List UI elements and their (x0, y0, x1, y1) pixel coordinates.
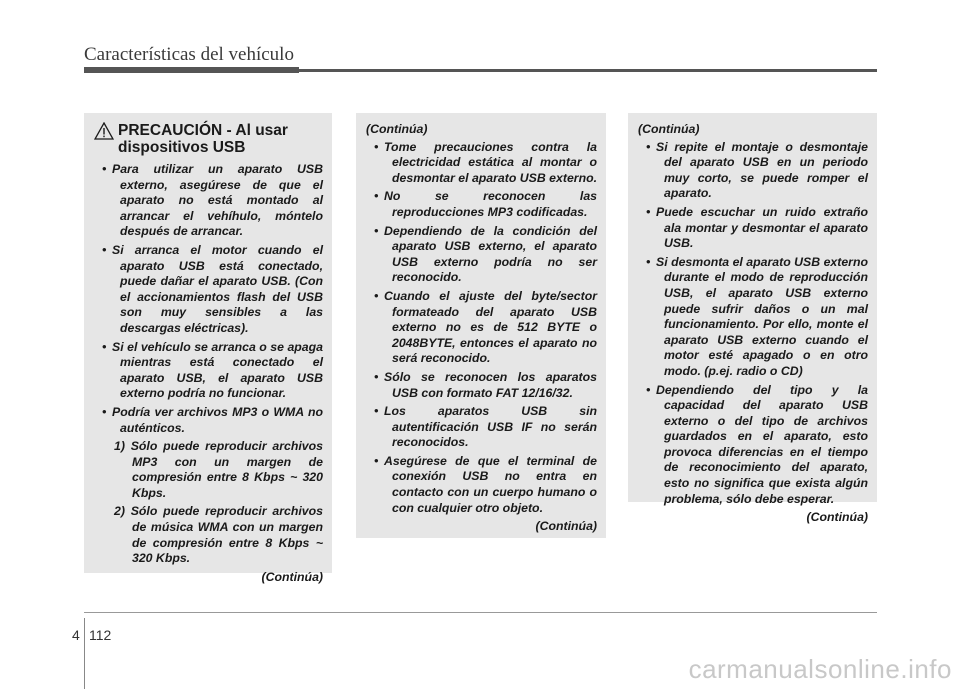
list-item: • Si arranca el motor cuando el aparato USB está conectado, puede dañar el aparato USB. (Con el accionamientos flash del USB son muy sensibles a las descargas eléctricas). (94, 243, 323, 337)
list-item: • No se reconocen las reproducciones MP3 codificadas. (366, 189, 597, 220)
list-item: • Puede escuchar un ruido extraño ala montar y desmontar el aparato USB. (638, 205, 868, 252)
sub-item: 1) Sólo puede reproducir archivos MP3 con un margen de compresión entre 8 Kbps ~ 320 Kbps. (114, 439, 323, 500)
page-header-title: Características del vehículo (84, 44, 294, 65)
list-item: • Podría ver archivos MP3 o WMA no auténticos. (94, 405, 323, 436)
caution-box (84, 113, 332, 584)
continues-label: (Continúa) (261, 569, 323, 584)
header-rule-accent (84, 67, 299, 73)
list-item: • Asegúrese de que el terminal de conexión USB no entra en contacto con un cuerpo humano o con cualquier otro objeto. (366, 454, 597, 516)
list-item: • Cuando el ajuste del byte/sector formateado del aparato USB externo no es de 512 BYTE o 2048BYTE, entonces el aparato no será reconocido. (366, 289, 597, 367)
list-item: • Si desmonta el aparato USB externo durante el modo de reproducción USB, el aparato USB externo puede sufrir daños o un mal funcionamiento. Por ello, monte el aparato USB externo cuando el motor esté apagado o en otro modo. (p.ej. radio o CD) (638, 255, 868, 380)
continued-label: (Continúa) (366, 122, 428, 136)
footer-divider (84, 618, 85, 689)
sub-item: 2) Sólo puede reproducir archivos de música WMA con un margen de compresión entre 8 Kbps ~ 320 Kbps. (114, 504, 323, 566)
warning-triangle-icon (94, 122, 114, 140)
list-item: • Dependiendo del tipo y la capacidad del aparato USB externo o del tipo de archivos guardados en el aparato, esto provoca diferencias en el tiempo de reconocimiento del aparato, esto no significa que exista algún problema, sólo debe esperar. (638, 383, 868, 508)
list-item: • Dependiendo de la condición del aparato USB externo, el aparato USB externo podría no ser reconocido. (366, 224, 597, 286)
watermark: carmanualsonline.info (688, 654, 952, 684)
chapter-number: 4 (72, 627, 80, 643)
caution-box-continued (628, 113, 877, 525)
page-number: 112 (89, 627, 112, 643)
list-item: • Para utilizar un aparato USB externo, asegúrese de que el aparato no está montado al arrancar el vehíhulo, móntelo después de arrancar. (94, 162, 323, 240)
caution-box-continued (356, 113, 606, 538)
continued-label: (Continúa) (638, 122, 700, 136)
caution-heading-text: PRECAUCIÓN - Al usar dispositivos USB (118, 122, 288, 156)
continues-label: (Continúa) (535, 519, 597, 534)
list-item: • Los aparatos USB sin autentificación USB IF no serán reconocidos. (366, 404, 597, 451)
list-item: • Si el vehículo se arranca o se apaga mientras está conectado el aparato USB, el aparato USB externo podría no funcionar. (94, 340, 323, 402)
continues-label: (Continúa) (806, 510, 868, 525)
caution-heading (94, 122, 323, 156)
list-item: • Tome precauciones contra la electricidad estática al montar o desmontar el aparato USB externo. (366, 140, 597, 187)
list-item: • Sólo se reconocen los aparatos USB con formato FAT 12/16/32. (366, 370, 597, 401)
list-item: • Si repite el montaje o desmontaje del aparato USB en un periodo muy corto, se puede romper el aparato. (638, 140, 868, 202)
footer-rule (84, 612, 877, 613)
